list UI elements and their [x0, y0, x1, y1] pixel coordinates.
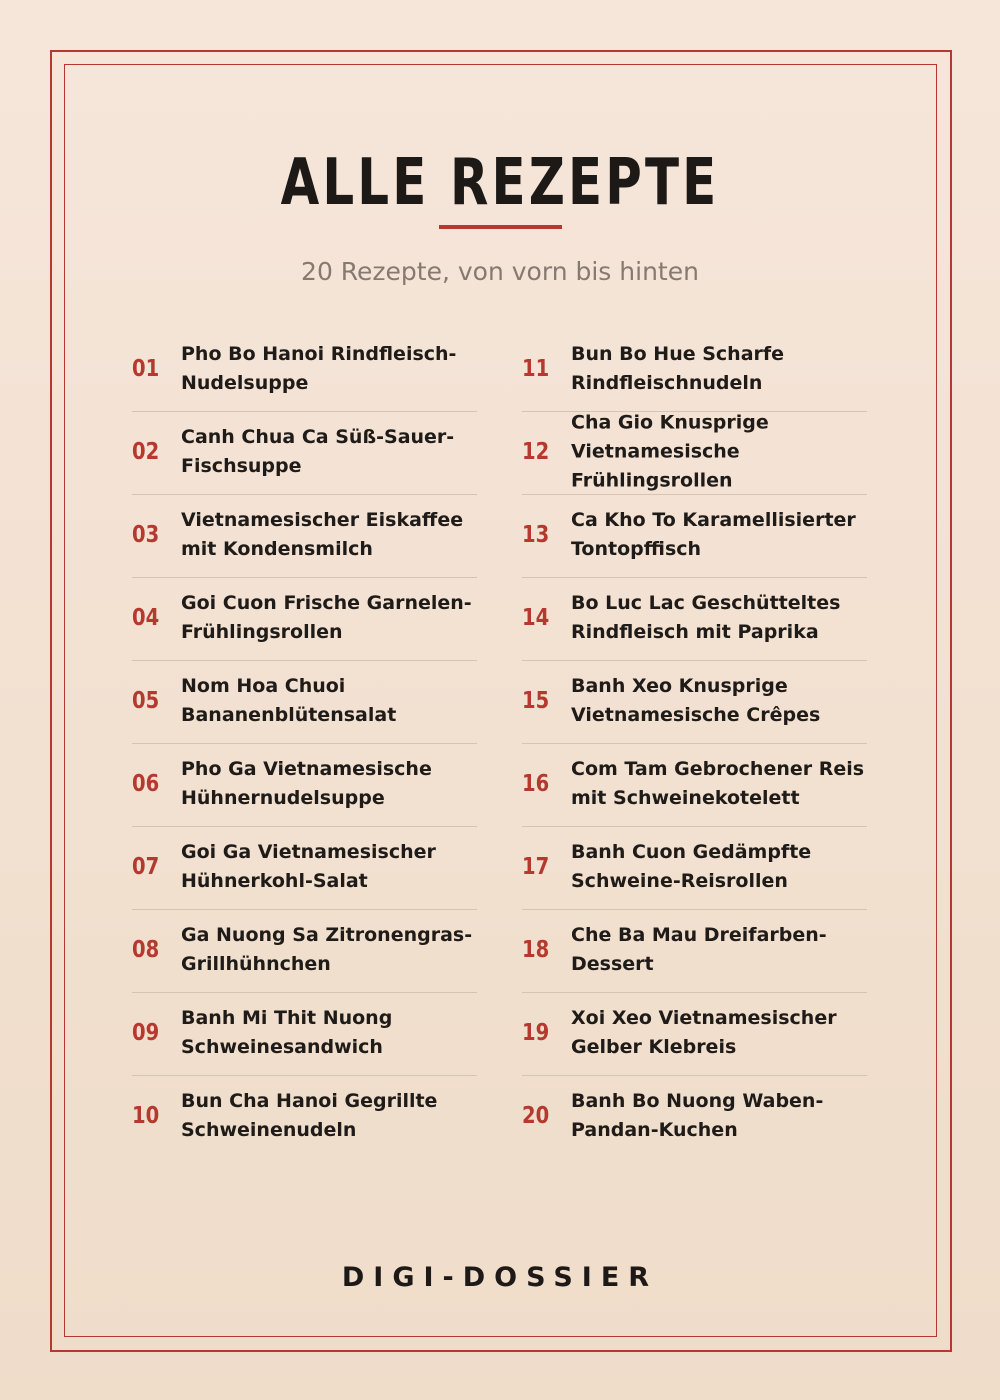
recipe-list-left	[132, 328, 477, 1158]
recipe-entry[interactable]	[522, 494, 867, 577]
recipe-entry[interactable]	[132, 328, 477, 411]
recipe-entry[interactable]	[522, 1075, 867, 1158]
recipe-title: Bo Luc Lac Geschütteltes Rindfleisch mit Paprika	[571, 592, 841, 643]
recipe-title: Banh Bo Nuong Waben-Pandan-Kuchen	[571, 1090, 824, 1141]
recipe-entry[interactable]	[132, 743, 477, 826]
recipe-entry[interactable]	[132, 826, 477, 909]
recipe-number: 04	[132, 605, 160, 631]
recipe-title: Banh Cuon Gedämpfte Schweine-Reisrollen	[571, 841, 812, 892]
recipe-title: Pho Bo Hanoi Rindfleisch-Nudelsuppe	[181, 343, 457, 394]
recipe-number: 06	[132, 771, 160, 797]
recipe-entry[interactable]	[132, 992, 477, 1075]
recipe-title: Vietnamesischer Eiskaffee mit Kondensmilch	[181, 509, 464, 560]
recipe-number: 09	[132, 1020, 160, 1046]
recipe-entry[interactable]	[132, 1075, 477, 1158]
recipe-number: 03	[132, 522, 160, 548]
recipe-title: Ga Nuong Sa Zitronengras-Grillhühnchen	[181, 924, 473, 975]
recipe-entry[interactable]	[522, 328, 867, 411]
recipe-number: 01	[132, 356, 160, 382]
recipe-entry[interactable]	[522, 743, 867, 826]
recipe-number: 15	[522, 688, 550, 714]
recipe-entry[interactable]	[522, 909, 867, 992]
recipe-number: 12	[522, 439, 550, 465]
recipe-number: 02	[132, 439, 160, 465]
recipe-number: 05	[132, 688, 160, 714]
page-title: ALLE REZEPTE	[280, 146, 720, 220]
recipe-title: Che Ba Mau Dreifarben-Dessert	[571, 924, 827, 975]
recipe-entry[interactable]	[132, 660, 477, 743]
recipe-title: Canh Chua Ca Süß-Sauer-Fischsuppe	[181, 426, 455, 477]
recipe-number: 08	[132, 937, 160, 963]
recipe-number: 16	[522, 771, 550, 797]
page-subtitle: 20 Rezepte, von vorn bis hinten	[301, 257, 699, 286]
recipe-entry[interactable]	[522, 826, 867, 909]
recipe-number: 17	[522, 854, 550, 880]
recipe-entry[interactable]	[522, 411, 867, 494]
recipe-entry[interactable]	[522, 660, 867, 743]
recipe-title: Com Tam Gebrochener Reis mit Schweinekotelett	[571, 758, 865, 809]
recipe-number: 07	[132, 854, 160, 880]
recipe-title: Bun Cha Hanoi Gegrillte Schweinenudeln	[181, 1090, 438, 1141]
recipe-title: Bun Bo Hue Scharfe Rindfleischnudeln	[571, 343, 785, 394]
recipe-number: 10	[132, 1103, 160, 1129]
recipe-number: 14	[522, 605, 550, 631]
recipe-entry[interactable]	[132, 411, 477, 494]
recipe-entry[interactable]	[132, 494, 477, 577]
recipe-number: 18	[522, 937, 550, 963]
recipe-number: 13	[522, 522, 550, 548]
recipe-entry[interactable]	[132, 909, 477, 992]
recipe-number: 11	[522, 356, 550, 382]
recipe-title: Banh Xeo Knusprige Vietnamesische Crêpes	[571, 675, 821, 726]
recipe-title: Goi Ga Vietnamesischer Hühnerkohl-Salat	[181, 841, 436, 892]
recipe-entry[interactable]	[522, 577, 867, 660]
recipe-title: Cha Gio Knusprige Vietnamesische Frühlingsrollen	[571, 411, 769, 492]
recipe-title: Goi Cuon Frische Garnelen-Frühlingsrollen	[181, 592, 472, 643]
recipe-list-right	[522, 328, 867, 1158]
recipe-title: Nom Hoa Chuoi Bananenblütensalat	[181, 675, 397, 726]
recipe-title: Ca Kho To Karamellisierter Tontopffisch	[571, 509, 856, 560]
recipe-entry[interactable]	[522, 992, 867, 1075]
recipe-number: 19	[522, 1020, 550, 1046]
brand-footer: DIGI-DOSSIER	[341, 1262, 659, 1293]
recipe-title: Xoi Xeo Vietnamesischer Gelber Klebreis	[571, 1007, 837, 1058]
recipe-entry[interactable]	[132, 577, 477, 660]
recipe-number: 20	[522, 1103, 550, 1129]
recipe-title: Banh Mi Thit Nuong Schweinesandwich	[181, 1007, 393, 1058]
title-underline	[439, 225, 562, 229]
recipe-title: Pho Ga Vietnamesische Hühnernudelsuppe	[181, 758, 432, 809]
